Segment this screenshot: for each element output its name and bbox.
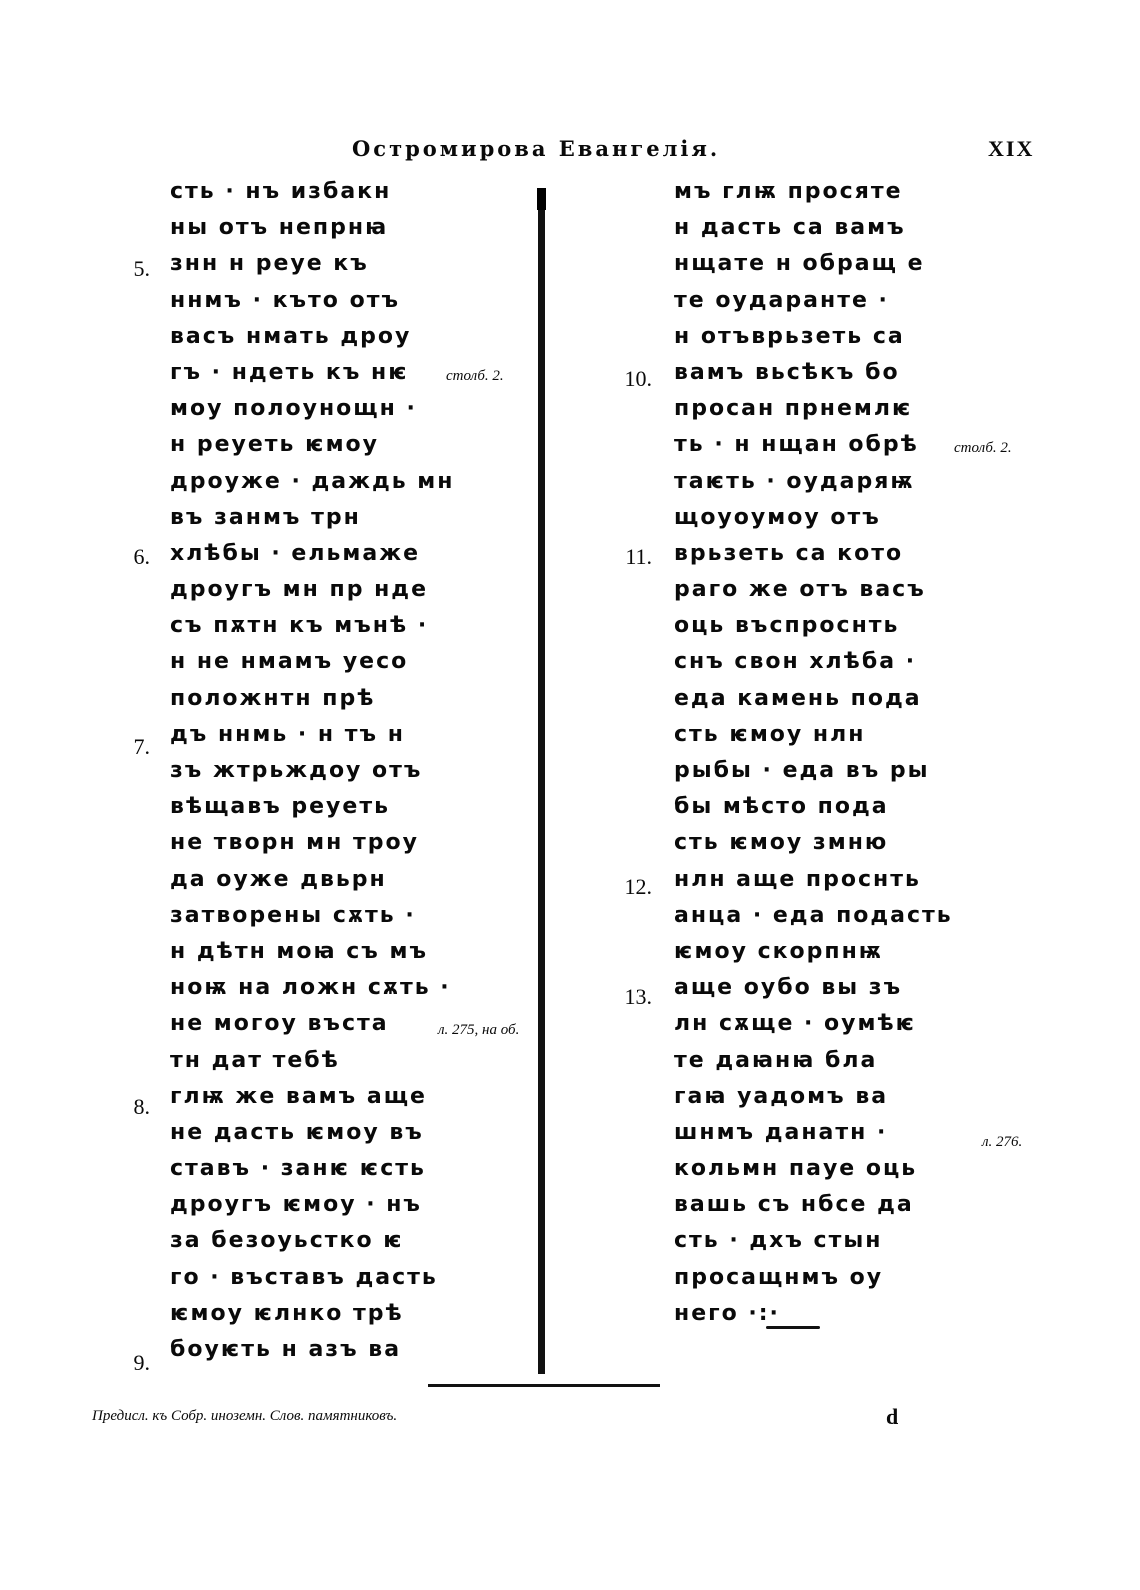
margin-note-column-2-left: столб. 2. <box>446 368 504 384</box>
verse-number-5: 5. <box>133 256 150 281</box>
right-line: н отъврьзеть са <box>674 323 905 349</box>
right-line: него ·:· <box>674 1300 780 1326</box>
left-line: дъ ннмь · н тъ н <box>170 721 405 747</box>
verse-number-7: 7. <box>133 734 150 759</box>
page-number: XIX <box>988 136 1035 161</box>
column-divider-rule <box>538 188 545 1374</box>
right-line: нщате н обращ е <box>674 251 925 277</box>
right-line: вашь съ нбсе да <box>674 1192 914 1218</box>
right-line: щоуоумоу отъ <box>674 504 881 530</box>
right-line: мъ глѭ просяте <box>674 179 903 204</box>
right-text-column <box>674 174 953 1332</box>
left-text-column <box>170 174 455 1368</box>
right-line: шнмъ данатн · <box>674 1119 888 1145</box>
right-line: бы мѣсто пода <box>674 794 889 820</box>
bottom-rule <box>428 1384 660 1387</box>
right-line: кольмн пауе оць <box>674 1156 918 1182</box>
right-line: ть · н нщан обрѣ <box>674 432 919 458</box>
right-line: лн сѫще · оумѣѥ <box>674 1011 917 1037</box>
left-line: затворены сѫть · <box>170 902 416 928</box>
left-line: зъ жтрьждоу отъ <box>170 758 423 783</box>
left-line: н дѣтн моꙗ съ мъ <box>170 938 429 964</box>
right-line: те даꙗнꙗ бла <box>674 1047 878 1073</box>
left-line: боуѥть н азъ ва <box>170 1337 402 1362</box>
right-line: н дасть са вамъ <box>674 215 906 241</box>
right-line: вамъ вьсѣкъ бо <box>674 359 900 385</box>
right-line: таѥть · оударяѭ <box>674 468 915 494</box>
left-line: ноѭ на ложн сѫть · <box>170 975 451 1001</box>
verse-number-8: 8. <box>133 1094 150 1119</box>
right-line: сть ѥмоу нлн <box>674 721 866 747</box>
right-line: снъ свон хлѣба · <box>674 649 917 675</box>
left-line: дроуже · даждь мн <box>170 468 455 494</box>
verse-number-13: 13. <box>624 984 652 1009</box>
left-line: не могоу въста <box>170 1011 389 1037</box>
left-line: моу полоунощн · <box>170 396 417 422</box>
left-line: ннмъ · къто отъ <box>170 287 400 313</box>
verse-number-6: 6. <box>133 544 150 569</box>
left-line: го · въставъ дасть <box>170 1264 438 1290</box>
verse-number-10: 10. <box>624 366 652 391</box>
right-line: нлн аще проснть <box>674 866 921 892</box>
verse-number-12: 12. <box>624 874 652 899</box>
left-line: за безоуьстко ѥ <box>170 1228 404 1254</box>
column-divider-cap <box>537 188 546 210</box>
right-line: оць въспроснть <box>674 613 900 639</box>
left-line: васъ нмать дроу <box>170 323 412 349</box>
footer-note: Предисл. къ Собр. иноземн. Слов. памятниковъ. <box>92 1408 398 1424</box>
verse-number-11: 11. <box>625 544 652 569</box>
end-flourish <box>766 1326 820 1329</box>
left-line: сть · нъ избакн <box>170 179 392 204</box>
right-line: раго же отъ васъ <box>674 577 926 603</box>
left-line: ѥмоу ѥлнко трѣ <box>170 1300 404 1326</box>
left-line: ны отъ непрнꙗ <box>170 215 389 241</box>
left-line: тн дат тебѣ <box>170 1047 340 1073</box>
left-line: не дасть ѥмоу въ <box>170 1119 424 1145</box>
margin-note-leaf-275: л. 275, на об. <box>438 1022 520 1038</box>
right-line: рыбы · еда въ ры <box>674 758 930 783</box>
left-line: положнтн прѣ <box>170 685 376 711</box>
signature-mark: d <box>886 1404 899 1429</box>
margin-note-column-2-right: столб. 2. <box>954 440 1012 456</box>
left-line: гъ · ндеть къ нѥ <box>170 359 409 385</box>
left-line: глѭ же вамъ аще <box>170 1083 427 1109</box>
margin-note-leaf-276: л. 276. <box>982 1134 1023 1150</box>
left-line: н реуеть ѥмоу <box>170 432 380 458</box>
left-line: хлѣбы · ельмаже <box>170 540 421 566</box>
left-line: дроугъ ѥмоу · нъ <box>170 1192 422 1218</box>
left-line: не творн мн троу <box>170 830 419 856</box>
left-line: знн н реуе къ <box>170 251 369 277</box>
left-line: да оуже двьрн <box>170 866 387 892</box>
left-line: съ пѫтн къ мънѣ · <box>170 613 429 639</box>
right-line: те оударанте · <box>674 287 889 313</box>
verse-number-9: 9. <box>133 1350 150 1375</box>
right-line: еда камень пода <box>674 685 922 711</box>
right-line: сть ѥмоу змню <box>674 830 889 856</box>
right-line: врьзеть са кото <box>674 540 904 566</box>
right-line: просащнмъ оу <box>674 1264 884 1290</box>
right-line: сть · дхъ стын <box>674 1228 883 1254</box>
right-line: анца · еда подасть <box>674 902 953 928</box>
right-line: гаꙗ уадомъ ва <box>674 1083 889 1109</box>
right-line: ѥмоу скорпнѭ <box>674 938 883 964</box>
left-line: вѣщавъ реуеть <box>170 794 390 820</box>
running-header-title: Остромирова Евангелія. <box>352 136 721 161</box>
left-line: дроугъ мн пр нде <box>170 577 428 603</box>
left-line: ставъ · занѥ ѥсть <box>170 1156 426 1182</box>
left-line: въ занмъ трн <box>170 504 361 530</box>
right-line: просан прнемлѥ <box>674 396 913 422</box>
left-line: н не нмамъ уесо <box>170 649 409 675</box>
right-line: аще оубо вы зъ <box>674 975 903 1001</box>
